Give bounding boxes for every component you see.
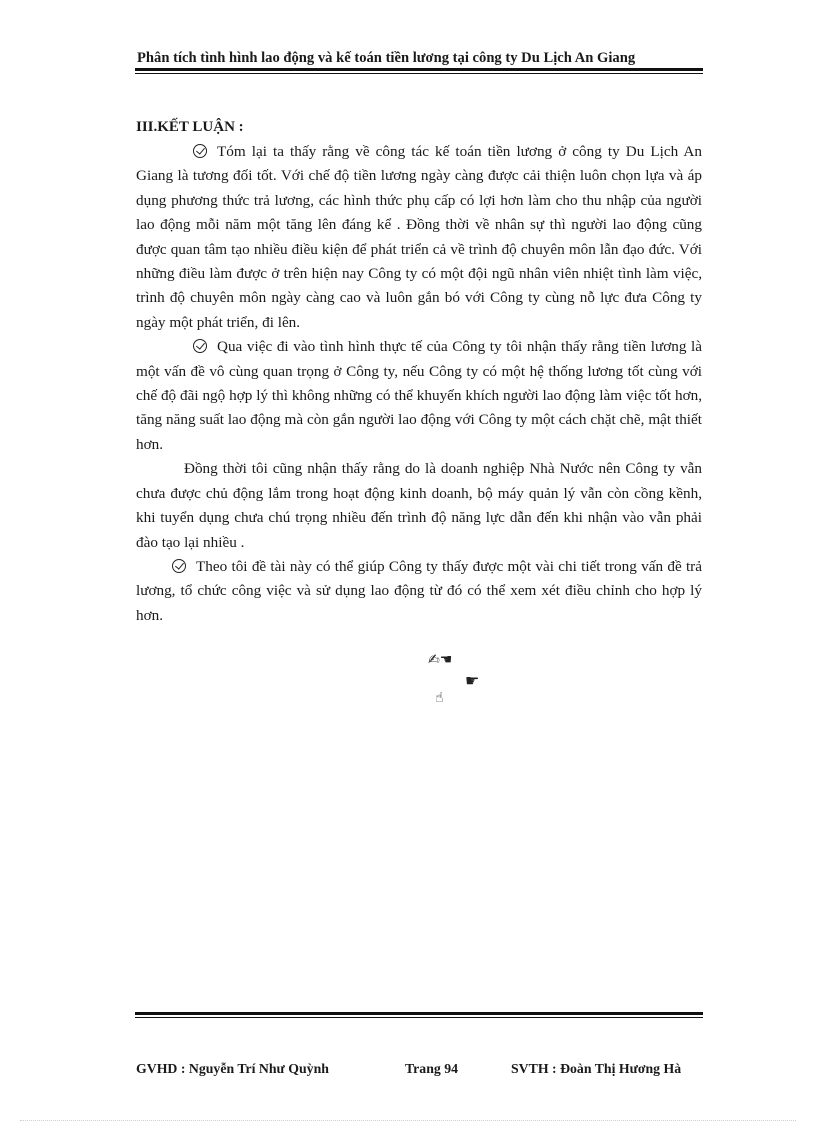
pointing-hand-up-ornament: ☝ <box>435 690 444 706</box>
header-divider-thin <box>135 73 703 74</box>
footer-advisor: GVHD : Nguyễn Trí Như Quỳnh <box>136 1061 329 1076</box>
section-heading: III.KẾT LUẬN : <box>136 119 244 135</box>
check-circle-icon <box>172 559 186 573</box>
footer-divider-thick <box>135 1012 703 1015</box>
paragraph-text: Theo tôi đề tài này có thể giúp Công ty thấy được một vài chi tiết trong vấn đề trả lương, tổ chức công việc và sử dụng lao động từ đó có thể xem xét điều chỉnh cho hợp lý hơn. <box>136 557 702 624</box>
footer-divider-thin <box>135 1017 703 1018</box>
paragraph-1 <box>136 140 702 335</box>
body-text <box>136 140 702 628</box>
paragraph-4 <box>136 555 702 628</box>
check-circle-icon <box>193 339 207 353</box>
paragraph-2 <box>136 335 702 457</box>
page-header-title: Phân tích tình hình lao động và kế toán tiền lương tại công ty Du Lịch An Giang <box>137 50 636 66</box>
page-bottom-border <box>20 1120 796 1121</box>
footer-student: SVTH : Đoàn Thị Hương Hà <box>511 1061 682 1076</box>
header-divider-thick <box>135 68 703 71</box>
check-circle-icon <box>193 144 207 158</box>
pointing-hand-right-ornament: ☛ <box>465 671 480 690</box>
paragraph-text: Qua việc đi vào tình hình thực tế của Công ty tôi nhận thấy rằng tiền lương là một vấn đề vô cùng quan trọng ở Công ty, nếu Công ty có một hệ thống lương tốt cùng với chế độ đãi ngộ hợp lý thì không những có thể khuyến khích người lao động làm việc tốt hơn, tăng năng suất lao động mà còn gắn người lao động với Công ty một cách chặt chẽ, mật thiết hơn. <box>136 338 702 453</box>
writing-hand-pointing-left-ornament: ✍☚ <box>428 652 453 668</box>
footer-page-number: Trang 94 <box>405 1061 459 1076</box>
paragraph-text: Tóm lại ta thấy rằng về công tác kế toán tiền lương ở công ty Du Lịch An Giang là tương đối tốt. Với chế độ tiền lương ngày càng được cải thiện luôn chọn lựa và áp dụng phương thức trả lương, các hình thức phụ cấp có lợi hơn làm cho thu nhập của người lao động mỗi năm một tăng lên đáng kể . Đồng thời về nhân sự thì người lao động cũng được quan tâm tạo nhiều điều kiện để phát triển cả về trình độ chuyên môn lẫn đạo đức. Với những điều làm được ở trên hiện nay Công ty có một đội ngũ nhân viên nhiệt tình làm việc, trình độ chuyên môn ngày càng cao và luôn gắn bó với Công ty cùng nỗ lực đưa Công ty ngày một phát triển, đi lên. <box>136 143 702 331</box>
paragraph-text: Đồng thời tôi cũng nhận thấy rằng do là doanh nghiệp Nhà Nước nên Công ty vẫn chưa được chủ động lắm trong hoạt động kinh doanh, bộ máy quản lý vẫn còn cồng kềnh, khi tuyển dụng chưa chú trọng nhiều đến trình độ năng lực dẫn đến khi nhận vào vẫn phải đào tạo lại nhiều . <box>136 460 702 551</box>
paragraph-3 <box>136 457 702 555</box>
